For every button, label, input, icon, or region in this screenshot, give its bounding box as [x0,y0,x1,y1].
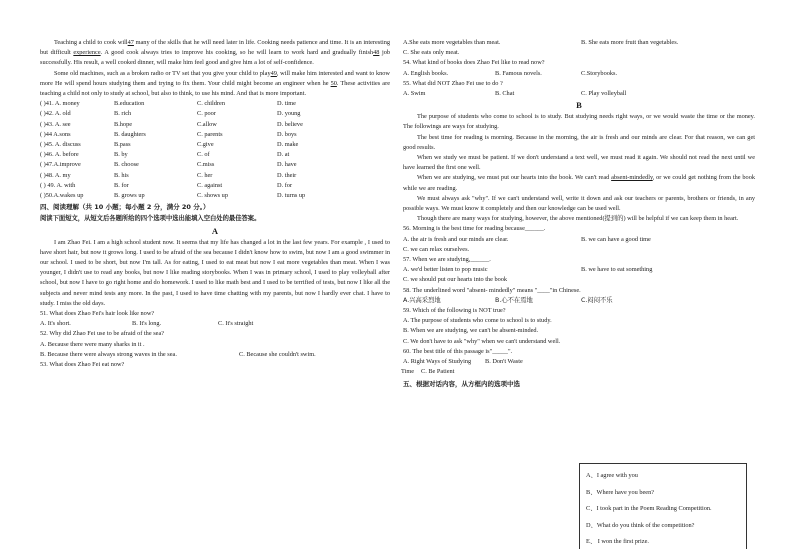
option: D. believe [277,120,303,128]
cloze-options [40,99,390,201]
text-segment: Some old machines, such as a broken radio or TV set that you give your child to play [54,69,271,77]
option: B.pass [114,140,131,148]
cloze-option-row [40,140,390,150]
underlined-text: 49 [270,69,277,77]
option: D. at [277,151,290,159]
cloze-paragraph-1 [40,38,390,69]
option: B. Don't Waste [485,358,523,366]
option: C. poor [197,110,216,118]
question-60: 60. The best title of this passage is"_____". [403,347,513,355]
question-59: 59. Which of the following is NOT true? [403,307,506,315]
left-column [40,38,390,370]
question-56-options-ab [403,235,755,245]
text-segment: job successfully. His result, a well cooked dinner, will make him feel good and give him a lot of self-confidence. [40,49,390,67]
option: C. her [197,171,213,179]
passage-b-title: B [576,100,582,111]
option: D. boys [277,130,297,138]
option: B. for [114,181,129,189]
passage-b-paragraph-2: The best time for reading is morning. Because in the morning, the air is fresh and our minds are clear. For that reason, we can get good results. [403,133,755,151]
passage-a-title: A [211,225,219,236]
option: B. It's long. [132,320,162,328]
passage-b-paragraph-6: Though there are many ways for studying, however, the above mentioned(提到的) will be helpful if we can keep them in heart. [417,215,739,223]
passage-b-paragraph-1: The purpose of students who come to school is to study. But studying needs right ways, or we would waste the time or the money. The followings are ways for studying. [403,113,755,131]
cloze-option-row [40,171,390,181]
section-4-instruction: 阅读下面短文，从短文后各题所给的四个选项中选出能填入空白处的最佳答案。 [40,215,261,223]
question-number-option-a: ( ) 49. A. with [40,181,76,189]
question-number-option-a: ( )48. A. my [40,171,71,179]
option: B. Because there were always strong waves in the sea. [40,350,177,358]
text-segment: many of the skills that he will need later in life. Cooking needs patience and time. It is an interesting but difficult [40,39,390,57]
option: C. parents [197,130,223,138]
passage-b-paragraph-3: When we study we must be patient. If we don't understand a text well, we must read it again. We should not read the next until we have learned the first one well. [403,154,755,172]
question-55-options [403,89,755,99]
option: C. children [197,100,225,108]
option: C.give [197,140,214,148]
option: D. for [277,181,293,189]
passage-a-text: I am Zhao Fei. I am a high school student now. It seems that my life has changed a lot in the last few years. For example , I used to have short hair, but now it grows long. I used to be afraid of the sea because I didn't know how to swim, but now I am a good swimmer in our school. I used to be short, but now I'm tall. As for eating, I used to eat meat but now I eat more vegetables than meat. When I was younger, I didn't use to read any books, but now I like reading storybooks. When I was in primary school, I used to play volleyball after school, but now I have to go right home and do homework. I used to like math best and I used to be terrified of tests, but now I like all the subjects and never mind tests any more. In the past, I used to have time chatting with my parents, but now I hardly ever chat. I have to study. I miss the old days. [40,238,390,307]
option: A. Swim [403,90,426,98]
question-number-option-a: ( )46. A. before [40,151,79,159]
option: C.闷闷不乐 [581,296,613,304]
option: A. English books. [403,69,449,77]
cloze-option-row [40,99,390,109]
option: B. grows up [114,191,145,199]
question-57-options-ab [403,265,755,275]
text-segment: When we are studying, we must put our hearts into the book. We can't read [417,174,612,182]
option: B. daughters [114,130,146,138]
option: B. rich [114,110,132,118]
question-56: 56. Morning is the best time for reading because______. [403,225,546,233]
box-option-a: A、I agree with you [586,472,638,479]
option: C. Because she couldn't swim. [239,350,316,358]
option: D. have [277,161,297,169]
text-segment: , will make him interested and want to know more He will spend hours studying them and trying to fix them. Your child might become an engineer when he [40,69,390,87]
option: C. Play volleyball [581,90,627,98]
option: B. choose [114,161,139,169]
cloze-option-row [40,150,390,160]
question-53-option-c: C. She eats only meat. [403,49,460,57]
option: A. the air is fresh and our minds are clear. [403,235,509,243]
cloze-option-row [40,130,390,140]
question-58-options [403,296,755,306]
question-54: 54. What kind of books does Zhao Fei like to read now? [403,59,545,67]
question-53-options-ab [403,38,755,48]
option: B. Famous novels. [495,69,542,77]
box-option-c: C、I took part in the Poem Reading Competition. [586,505,712,512]
option: B. his [114,171,129,179]
question-number-option-a: ( )47.A.improve [40,161,81,169]
option: B. we have to eat something [581,266,653,274]
underlined-text: 47 [127,39,134,46]
option: A.She eats more vegetables than meat. [403,39,501,46]
right-column [403,38,755,389]
dialogue-options-box [579,463,747,549]
option: C.miss [197,161,215,169]
option: D. time [277,100,296,108]
option: D. young [277,110,301,118]
question-56-option-c: C. we can relax ourselves. [403,245,470,253]
question-58: 58. The underlined word "absent- mindedly" means "____"in Chinese. [403,286,581,294]
underlined-text: 50 [330,79,337,87]
passage-b-paragraph-4 [403,173,755,193]
option: C. shows up [197,191,228,199]
box-option-d: D、What do you think of the competition? [586,521,695,529]
underlined-text: absent-mindedly [611,174,653,182]
cloze-paragraph-2 [40,69,390,100]
question-53: 53. What does Zhao Fei eat now? [40,360,125,368]
question-51: 51. What does Zhao Fei's hair look like now? [40,309,155,317]
question-52-options-bc [40,350,390,360]
option: A. It's short. [40,320,71,328]
section-4-heading: 四、阅读理解（共 10 小题；每小题 2 分，满分 20 分。） [40,203,210,212]
question-60-option-c-row [403,367,755,377]
cloze-option-row [40,120,390,130]
cloze-option-row [40,109,390,119]
option: B.hope [114,120,133,128]
text-segment: . These activities are teaching a child not only to study at school, but also to think, to use his mind. And that is more important. [40,79,390,98]
option: A. Right Ways of Studying [403,358,472,366]
question-51-options [40,319,390,329]
option-continuation: Time [401,368,415,376]
option: B. She eats more fruit than vegetables. [581,39,679,46]
cloze-option-row [40,160,390,170]
option: C.Storybooks. [581,69,618,77]
question-57: 57. When we are studying,______. [403,256,491,264]
option: D. make [277,140,299,148]
option: C.allow [197,120,217,128]
question-52: 52. Why did Zhao Fei use to be afraid of the sea? [40,330,165,338]
question-54-options [403,69,755,79]
option: A.兴高采烈地 [403,296,441,304]
option: B. by [114,151,128,159]
underlined-text: 48 [373,49,380,57]
option: A. we'd better listen to pop music [403,266,488,274]
option: B.education [114,100,145,108]
option: D. their [277,171,297,179]
underlined-text: experience [73,49,101,57]
option: C. Be Patient [421,368,455,376]
question-55: 55. What did NOT Zhao Fei use to do ? [403,79,503,87]
passage-b-paragraph-5: We must always ask "why". If we can't understand well, write it down and ask our teachers or parents, brothers or friends, in any possible ways. We must know it completely and then our knowledge can be used well. [403,194,755,213]
question-60-options-ab [403,357,755,367]
option: C. It's straight [218,320,254,328]
box-option-e: E、 I won the first prize. [586,538,649,545]
question-number-option-a: ( )42. A. old [40,110,71,118]
option: B. Chat [495,90,515,98]
option: D. turns up [277,191,306,199]
question-59-option-c: C. We don't have to ask "why" when we can't understand well. [403,337,561,345]
question-57-option-c: C. we should put our hearts into the book [403,276,508,284]
option: B. we can have a good time [581,235,651,243]
question-59-option-a: A. The purpose of students who come to school is to study. [403,317,552,325]
option: C. against [197,181,223,189]
question-number-option-a: ( )44 A.sons [40,130,71,138]
box-option-b: B、Where have you been? [586,488,655,496]
text-segment: . A good cook always tries to improve his cooking, so he will learn to work hard and gradually finish [100,49,374,57]
question-number-option-a: ( )41. A. money [40,100,80,108]
text-segment: , or we could get nothing from the book while we are reading. [403,174,755,192]
question-number-option-a: ( )45. A. discuss [40,140,81,148]
text-segment: Teaching a child to cook will [54,39,128,46]
cloze-option-row [40,191,390,201]
cloze-option-row [40,181,390,191]
option: C. of [197,151,210,159]
question-number-option-a: ( )43. A. see [40,120,71,128]
option: B.心不在焉地 [495,296,533,304]
question-number-option-a: ( )50.A.wakes up [40,191,84,199]
question-59-option-b: B. When we are studying, we can't be absent-minded. [403,327,539,335]
question-52-option-a: A. Because there were many sharks in it . [40,340,145,348]
section-5-heading: 五、根据对话内容，从方框内的选项中选 [403,379,520,388]
